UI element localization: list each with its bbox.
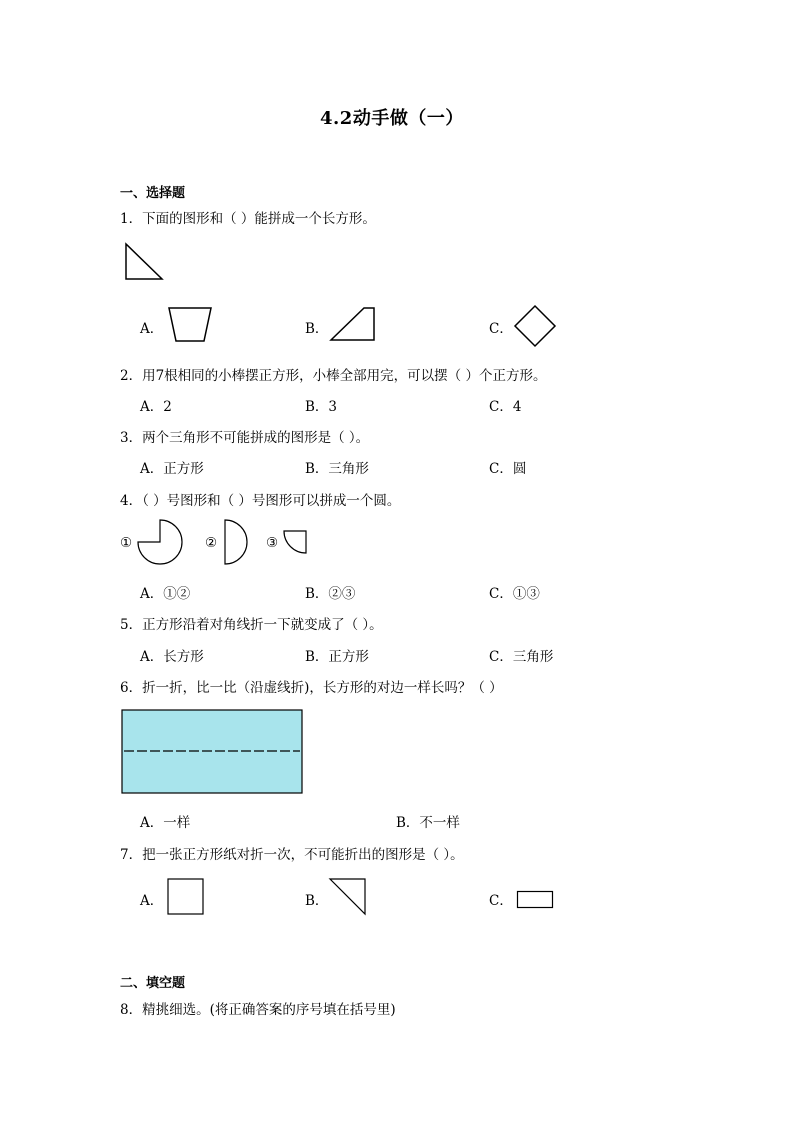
q4-figure-label-3: ③ (266, 535, 279, 551)
q1-option-b[interactable]: B． (305, 321, 329, 337)
question-6: 6．折一折，比一比（沿虚线折)，长方形的对边一样长吗？（ ） (120, 680, 503, 696)
question-1: 1．下面的图形和（ ）能拼成一个长方形。 (120, 211, 376, 227)
q5-option-c[interactable]: C．三角形 (489, 649, 554, 665)
q1-triangle-figure (124, 242, 166, 282)
q5-option-a[interactable]: A．长方形 (140, 649, 204, 665)
diamond-figure (513, 304, 557, 348)
q7-option-b[interactable]: B． (305, 893, 329, 909)
folded-rectangle-figure (121, 709, 304, 795)
three-quarter-circle-figure (136, 518, 186, 568)
q3-option-c[interactable]: C．圆 (489, 461, 527, 477)
rectangle-figure (516, 890, 556, 910)
page-title: 4.2动手做（一） (320, 108, 464, 129)
q1-option-c[interactable]: C． (489, 321, 513, 337)
question-8: 8．精挑细选。(将正确答案的序号填在括号里) (120, 1002, 396, 1018)
right-trapezoid-figure (328, 306, 378, 344)
question-3: 3．两个三角形不可能拼成的图形是（ ）。 (120, 430, 370, 446)
folded-triangle-figure (328, 877, 368, 917)
q4-option-a[interactable]: A．①② (140, 586, 191, 602)
q5-option-b[interactable]: B．正方形 (305, 649, 369, 665)
q6-option-a[interactable]: A．一样 (140, 815, 191, 831)
q4-option-c[interactable]: C．①③ (489, 586, 540, 602)
q2-option-a[interactable]: A．2 (140, 399, 172, 415)
q2-option-c[interactable]: C．4 (489, 399, 522, 415)
semicircle-figure (222, 518, 252, 568)
section-heading-fill: 二、填空题 (120, 976, 186, 991)
quarter-circle-figure (282, 529, 310, 557)
q7-option-a[interactable]: A． (140, 893, 164, 909)
q4-figure-label-1: ① (120, 535, 133, 551)
q4-option-b[interactable]: B．②③ (305, 586, 356, 602)
q4-figure-label-2: ② (205, 535, 218, 551)
square-figure (166, 877, 206, 917)
question-7: 7．把一张正方形纸对折一次，不可能折出的图形是（ ）。 (120, 847, 464, 863)
q7-option-c[interactable]: C． (489, 893, 513, 909)
q3-option-a[interactable]: A．正方形 (140, 461, 204, 477)
trapezoid-figure (166, 306, 214, 344)
q3-option-b[interactable]: B．三角形 (305, 461, 369, 477)
question-4: 4．（ ）号图形和（ ）号图形可以拼成一个圆。 (120, 493, 401, 509)
question-5: 5．正方形沿着对角线折一下就变成了（ ）。 (120, 617, 383, 633)
question-2: 2．用7根相同的小棒摆正方形，小棒全部用完，可以摆（ ）个正方形。 (120, 368, 547, 384)
q2-option-b[interactable]: B．3 (305, 399, 338, 415)
q6-option-b[interactable]: B．不一样 (396, 815, 460, 831)
section-heading-choice: 一、选择题 (120, 186, 186, 201)
q1-option-a[interactable]: A． (140, 321, 164, 337)
